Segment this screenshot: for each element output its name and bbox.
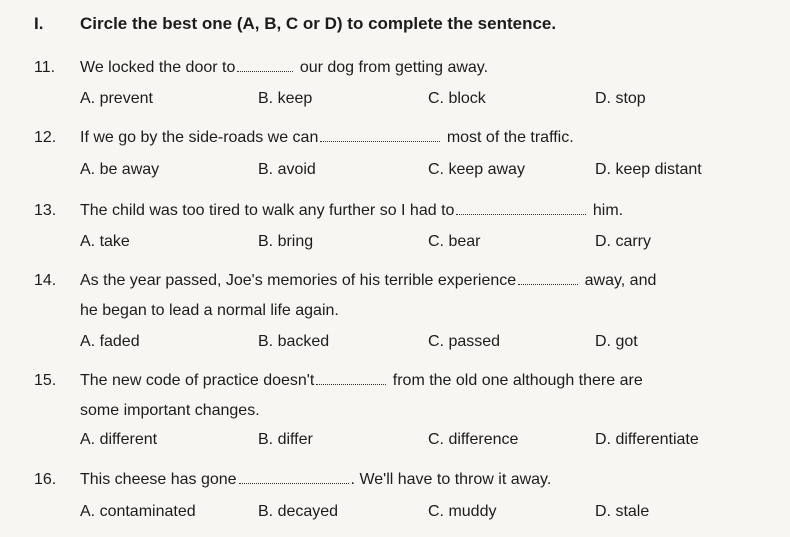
question-number: 16. bbox=[34, 471, 57, 488]
answer-blank[interactable] bbox=[456, 200, 586, 215]
answer-blank[interactable] bbox=[320, 127, 440, 142]
option-c[interactable]: C. muddy bbox=[428, 503, 497, 520]
question-number: 12. bbox=[34, 129, 57, 146]
option-a[interactable]: A. take bbox=[80, 233, 130, 250]
answer-blank[interactable] bbox=[518, 270, 578, 285]
option-d[interactable]: D. stop bbox=[595, 90, 646, 107]
option-a[interactable]: A. contaminated bbox=[80, 503, 196, 520]
instruction-heading bbox=[34, 14, 556, 34]
question-text-before: This cheese has gone bbox=[80, 471, 237, 488]
answer-blank[interactable] bbox=[239, 469, 349, 484]
option-c[interactable]: C. keep away bbox=[428, 161, 525, 178]
option-a[interactable]: A. be away bbox=[80, 161, 160, 178]
option-a[interactable]: A. different bbox=[80, 431, 158, 448]
instruction-text: Circle the best one (A, B, C or D) to complete the sentence. bbox=[80, 14, 557, 33]
question-text-after: . We'll have to throw it away. bbox=[350, 471, 552, 488]
question-text-before: If we go by the side-roads we can bbox=[80, 129, 319, 146]
answer-blank[interactable] bbox=[237, 57, 293, 72]
option-a[interactable]: A. faded bbox=[80, 333, 140, 350]
question-text-after: away, and bbox=[584, 272, 657, 289]
option-c[interactable]: C. difference bbox=[428, 431, 519, 448]
option-d[interactable]: D. carry bbox=[595, 233, 651, 250]
question-text-after: our dog from getting away. bbox=[299, 59, 489, 76]
question-text-before: The child was too tired to walk any further so I had to bbox=[80, 202, 455, 219]
question-continuation: he began to lead a normal life again. bbox=[80, 302, 339, 319]
question-15 bbox=[34, 366, 643, 426]
question-number: 13. bbox=[34, 202, 57, 219]
option-c[interactable]: C. passed bbox=[428, 333, 501, 350]
option-a[interactable]: A. prevent bbox=[80, 90, 153, 107]
option-c[interactable]: C. block bbox=[428, 90, 486, 107]
option-d[interactable]: D. got bbox=[595, 333, 638, 350]
option-b[interactable]: B. bring bbox=[258, 233, 314, 250]
option-b[interactable]: B. keep bbox=[258, 90, 313, 107]
question-number: 15. bbox=[34, 372, 57, 389]
question-text-after: most of the traffic. bbox=[446, 129, 574, 146]
option-b[interactable]: B. decayed bbox=[258, 503, 339, 520]
option-d[interactable]: D. differentiate bbox=[595, 431, 699, 448]
option-b[interactable]: B. avoid bbox=[258, 161, 316, 178]
question-text-after: from the old one although there are bbox=[392, 372, 643, 389]
question-11 bbox=[34, 53, 488, 83]
option-d[interactable]: D. stale bbox=[595, 503, 650, 520]
question-12 bbox=[34, 123, 574, 153]
section-number: I. bbox=[34, 14, 44, 33]
question-text-before: As the year passed, Joe's memories of his terrible experience bbox=[80, 272, 517, 289]
question-16 bbox=[34, 465, 551, 495]
question-number: 11. bbox=[34, 59, 56, 76]
option-c[interactable]: C. bear bbox=[428, 233, 481, 250]
option-d[interactable]: D. keep distant bbox=[595, 161, 702, 178]
question-13 bbox=[34, 196, 623, 226]
question-14 bbox=[34, 266, 656, 326]
question-text-before: The new code of practice doesn't bbox=[80, 372, 315, 389]
answer-blank[interactable] bbox=[316, 370, 386, 385]
option-b[interactable]: B. backed bbox=[258, 333, 330, 350]
option-b[interactable]: B. differ bbox=[258, 431, 313, 448]
question-text-after: him. bbox=[592, 202, 624, 219]
question-continuation: some important changes. bbox=[80, 402, 260, 419]
question-number: 14. bbox=[34, 272, 57, 289]
question-text-before: We locked the door to bbox=[80, 59, 236, 76]
